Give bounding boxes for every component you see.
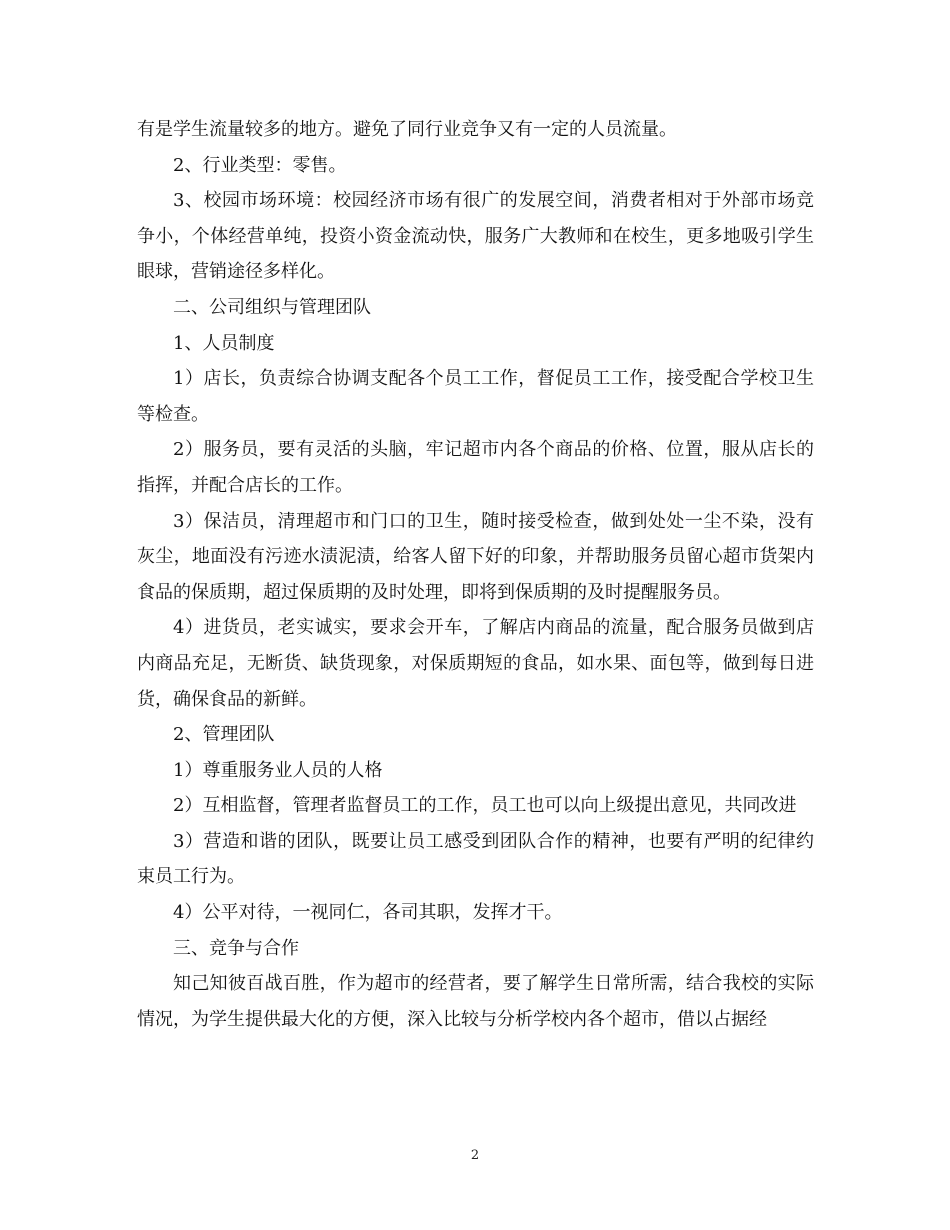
section-heading-competition: 三、竞争与合作: [173, 937, 299, 959]
page-number: 2: [470, 1148, 480, 1163]
paragraph-fairness: 4）公平对待，一视同仁，各司其职，发挥才干。: [173, 902, 563, 924]
paragraph-market-environment: 3、校园市场环境：校园经济市场有很广的发展空间，消费者相对于外部市场竞争小，个体经营单纯，投资小资金流动快，服务广大教师和在校生，更多地吸引学生眼球，营销途径多样化。: [137, 190, 814, 283]
paragraph-know-yourself: 知己知彼百战百胜，作为超市的经营者，要了解学生日常所需，结合我校的实际情况，为学生提供最大化的方便，深入比较与分析学校内各个超市，借以占据经: [137, 973, 814, 1030]
paragraph-service-staff: 2）服务员，要有灵活的头脑，牢记超市内各个商品的价格、位置，服从店长的指挥，并配合店长的工作。: [137, 439, 814, 496]
paragraph-respect: 1）尊重服务业人员的人格: [173, 759, 383, 781]
subheading-staff-system: 1、人员制度: [173, 332, 275, 354]
paragraph-store-manager: 1）店长，负责综合协调支配各个员工工作，督促员工工作，接受配合学校卫生等检查。: [137, 368, 814, 425]
paragraph-industry-type: 2、行业类型：零售。: [173, 154, 347, 176]
paragraph-supervision: 2）互相监督，管理者监督员工的工作，员工也可以向上级提出意见，共同改进: [173, 795, 797, 817]
document-body: [137, 112, 814, 1037]
paragraph-continuation: 有是学生流量较多的地方。避免了同行业竞争又有一定的人员流量。: [137, 119, 677, 140]
paragraph-purchaser: 4）进货员，老实诚实，要求会开车，了解店内商品的流量，配合服务员做到店内商品充足，无断货、缺货现象，对保质期短的食品，如水果、面包等，做到每日进货，确保食品的新鲜。: [137, 617, 814, 710]
section-heading-organization: 二、公司组织与管理团队: [173, 296, 371, 318]
subheading-management-team: 2、管理团队: [173, 724, 275, 746]
paragraph-harmonious-team: 3）营造和谐的团队，既要让员工感受到团队合作的精神，也要有严明的纪律约束员工行为。: [137, 830, 814, 888]
paragraph-cleaner: 3）保洁员，清理超市和门口的卫生，随时接受检查，做到处处一尘不染，没有灰尘，地面没有污迹水渍泥渍，给客人留下好的印象，并帮助服务员留心超市货架内食品的保质期，超过保质期的及时处理，即将到保质期的及时提醒服务员。: [137, 510, 814, 603]
